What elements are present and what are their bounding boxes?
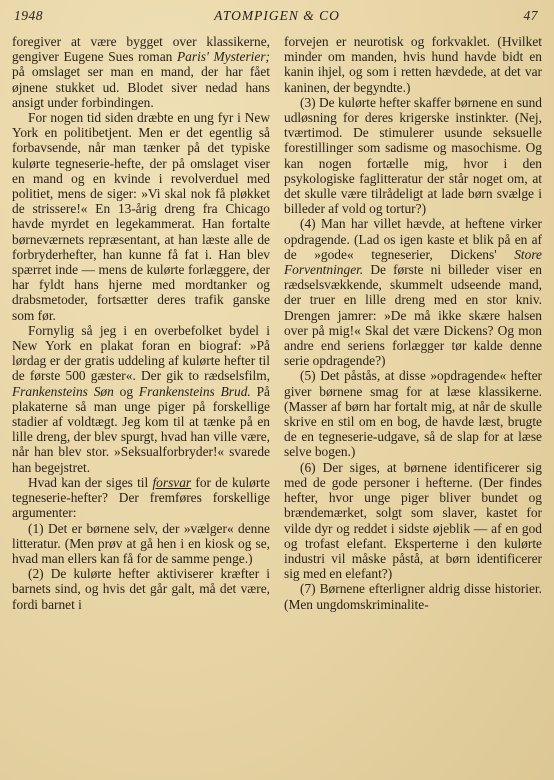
paragraph: [284, 581, 542, 611]
paragraph: [284, 95, 542, 217]
paragraph: [12, 110, 270, 323]
left-column: [12, 34, 270, 612]
text-run: på omslaget ser man en mand, der har fået øjnene stukket ud. Blodet siver nedad hans ansigt under forbindingen.: [12, 64, 270, 110]
paragraph: [284, 34, 542, 95]
italic-title: Frankensteins Brud.: [138, 383, 251, 399]
header-title: ATOMPIGEN & CO: [214, 8, 340, 23]
text-run: (4) Man har villet hævde, at heftene virker opdragende. (Lad os igen kaste et blik på en af de »gode« tegneserier, Dickens': [284, 216, 542, 262]
text-run: For nogen tid siden dræbte en ung fyr i New York en politibetjent. Men er det egentlig så forbavsende, når man tænker på det typiske kulørte tegneserie-hefte, der på omslaget viser en mand og en kvinde i revolverduel med politiet, mens de siger: »Vi skal nok få pløkket de strissere!« En 13-årig dreng fra Chicago havde myrdet en legekammerat. Han fortalte børneværnets repræsentant, at han læste alle de forbryderhefter, han kunne få fat i. Han blev spærret inde — mens de kulørte forlæggere, der har fyldt hans hjerne med mordtanker og drabsmetoder, fortsætter deres trafik ganske som før.: [12, 110, 270, 323]
text-run: for de kulørte tegneserie-hefter? Der fremføres forskellige argumenter:: [12, 474, 270, 521]
text-run: Hvad kan der siges til: [28, 474, 153, 490]
right-column: [284, 34, 542, 612]
text-run: På plakaterne så man unge piger på forskellige stadier af voldtægt. Jeg kom til at tænke på en lille dreng, der blev spurgt, hvad han ville være, når han blev stor. »Seksualforbryder!« svarede han begejstret.: [12, 383, 270, 475]
text-run: Fornylig så jeg i en overbefolket bydel i New York en plakat foran en biograf: »På lørdag er der gratis uddeling af kulørte hefter til de første 500 gæster«. Der gik to rædselsfilm,: [12, 322, 270, 384]
text-run: forvejen er neurotisk og forkvaklet. (Hvilket minder om manden, hvis hund havde bidt en kanin ihjel, og som i retten hævdede, at det var kaninen, der begyndte.): [284, 34, 542, 95]
italic-title: Store Forventninger.: [284, 246, 542, 278]
text-run: (2) De kulørte hefter aktiviserer kræfter i barnets sind, og hvis det går galt, må det være, fordi barnet i: [12, 566, 270, 612]
page-number: 47: [523, 8, 538, 23]
header-year: 1948: [14, 8, 43, 23]
italic-title: Frankensteins Søn: [12, 383, 114, 399]
paragraph: [12, 323, 270, 475]
italic-title: Paris' Mysterier;: [176, 49, 270, 65]
paragraph: [284, 460, 542, 582]
text-run: (7) Børnene efterligner aldrig disse historier. (Men ungdomskriminalite-: [284, 581, 542, 612]
text-run: foregiver at være bygget over klassikerne, gengiver Eugene Sues roman: [12, 34, 270, 65]
text-run: (5) Det påstås, at disse »opdragende« hefter giver børnene smag for at læse klassikerne. (Masser af børn har fortalt mig, at når de skulle skrive en stil om en bog, de havde læst, brugte de en tegneserie-udgave, så de slap for at læse selve bogen.): [284, 368, 542, 460]
text-run: De første ni billeder viser en rædselsvækkende, skummelt udseende mand, der truer en lille dreng med en stor kniv. Drengen jamrer: »De må ikke skære halsen over på mig!« Skal det være Dickens? Og mon andre end seriens forlægger tør kalde denne serie opdragende?): [284, 262, 542, 369]
text-run: (1) Det er børnene selv, der »vælger« denne litteratur. (Men prøv at gå hen i en kiosk og se, hvad man ellers kan få for de samme penge.): [12, 520, 270, 566]
text-run: (3) De kulørte hefter skaffer børnene en sund udløsning for deres krigerske instinkter. (Nej, tværtimod. De stimulerer usunde seksuelle forestillinger som sadisme og masochisme. Og kan nogen fortælle mig, hvor i den psykologiske faglitteratur der står noget om, at det skulle være tilrådeligt at lade børn svælge i billeder af vold og tortur?): [284, 94, 542, 217]
paragraph: [12, 521, 270, 567]
paragraph: [12, 566, 270, 612]
paragraph: [284, 368, 542, 459]
paragraph: [284, 216, 542, 368]
paragraph: [12, 475, 270, 521]
running-header: [12, 4, 542, 28]
italic-title: forsvar: [152, 474, 192, 490]
text-run: og: [113, 383, 139, 399]
text-run: (6) Der siges, at børnene identificerer sig med de gode personer i hefterne. (Der findes hefter, hvor unge piger bliver bundet og brændemærket, solgt som slaver, kastet for vilde dyr og reddet i sidste øjeblik — af en god og trofast elefant. Eksperterne i den kulørte industri vil måske påstå, at børn identificerer sig med en elefant?): [284, 459, 542, 582]
paragraph: [12, 34, 270, 110]
